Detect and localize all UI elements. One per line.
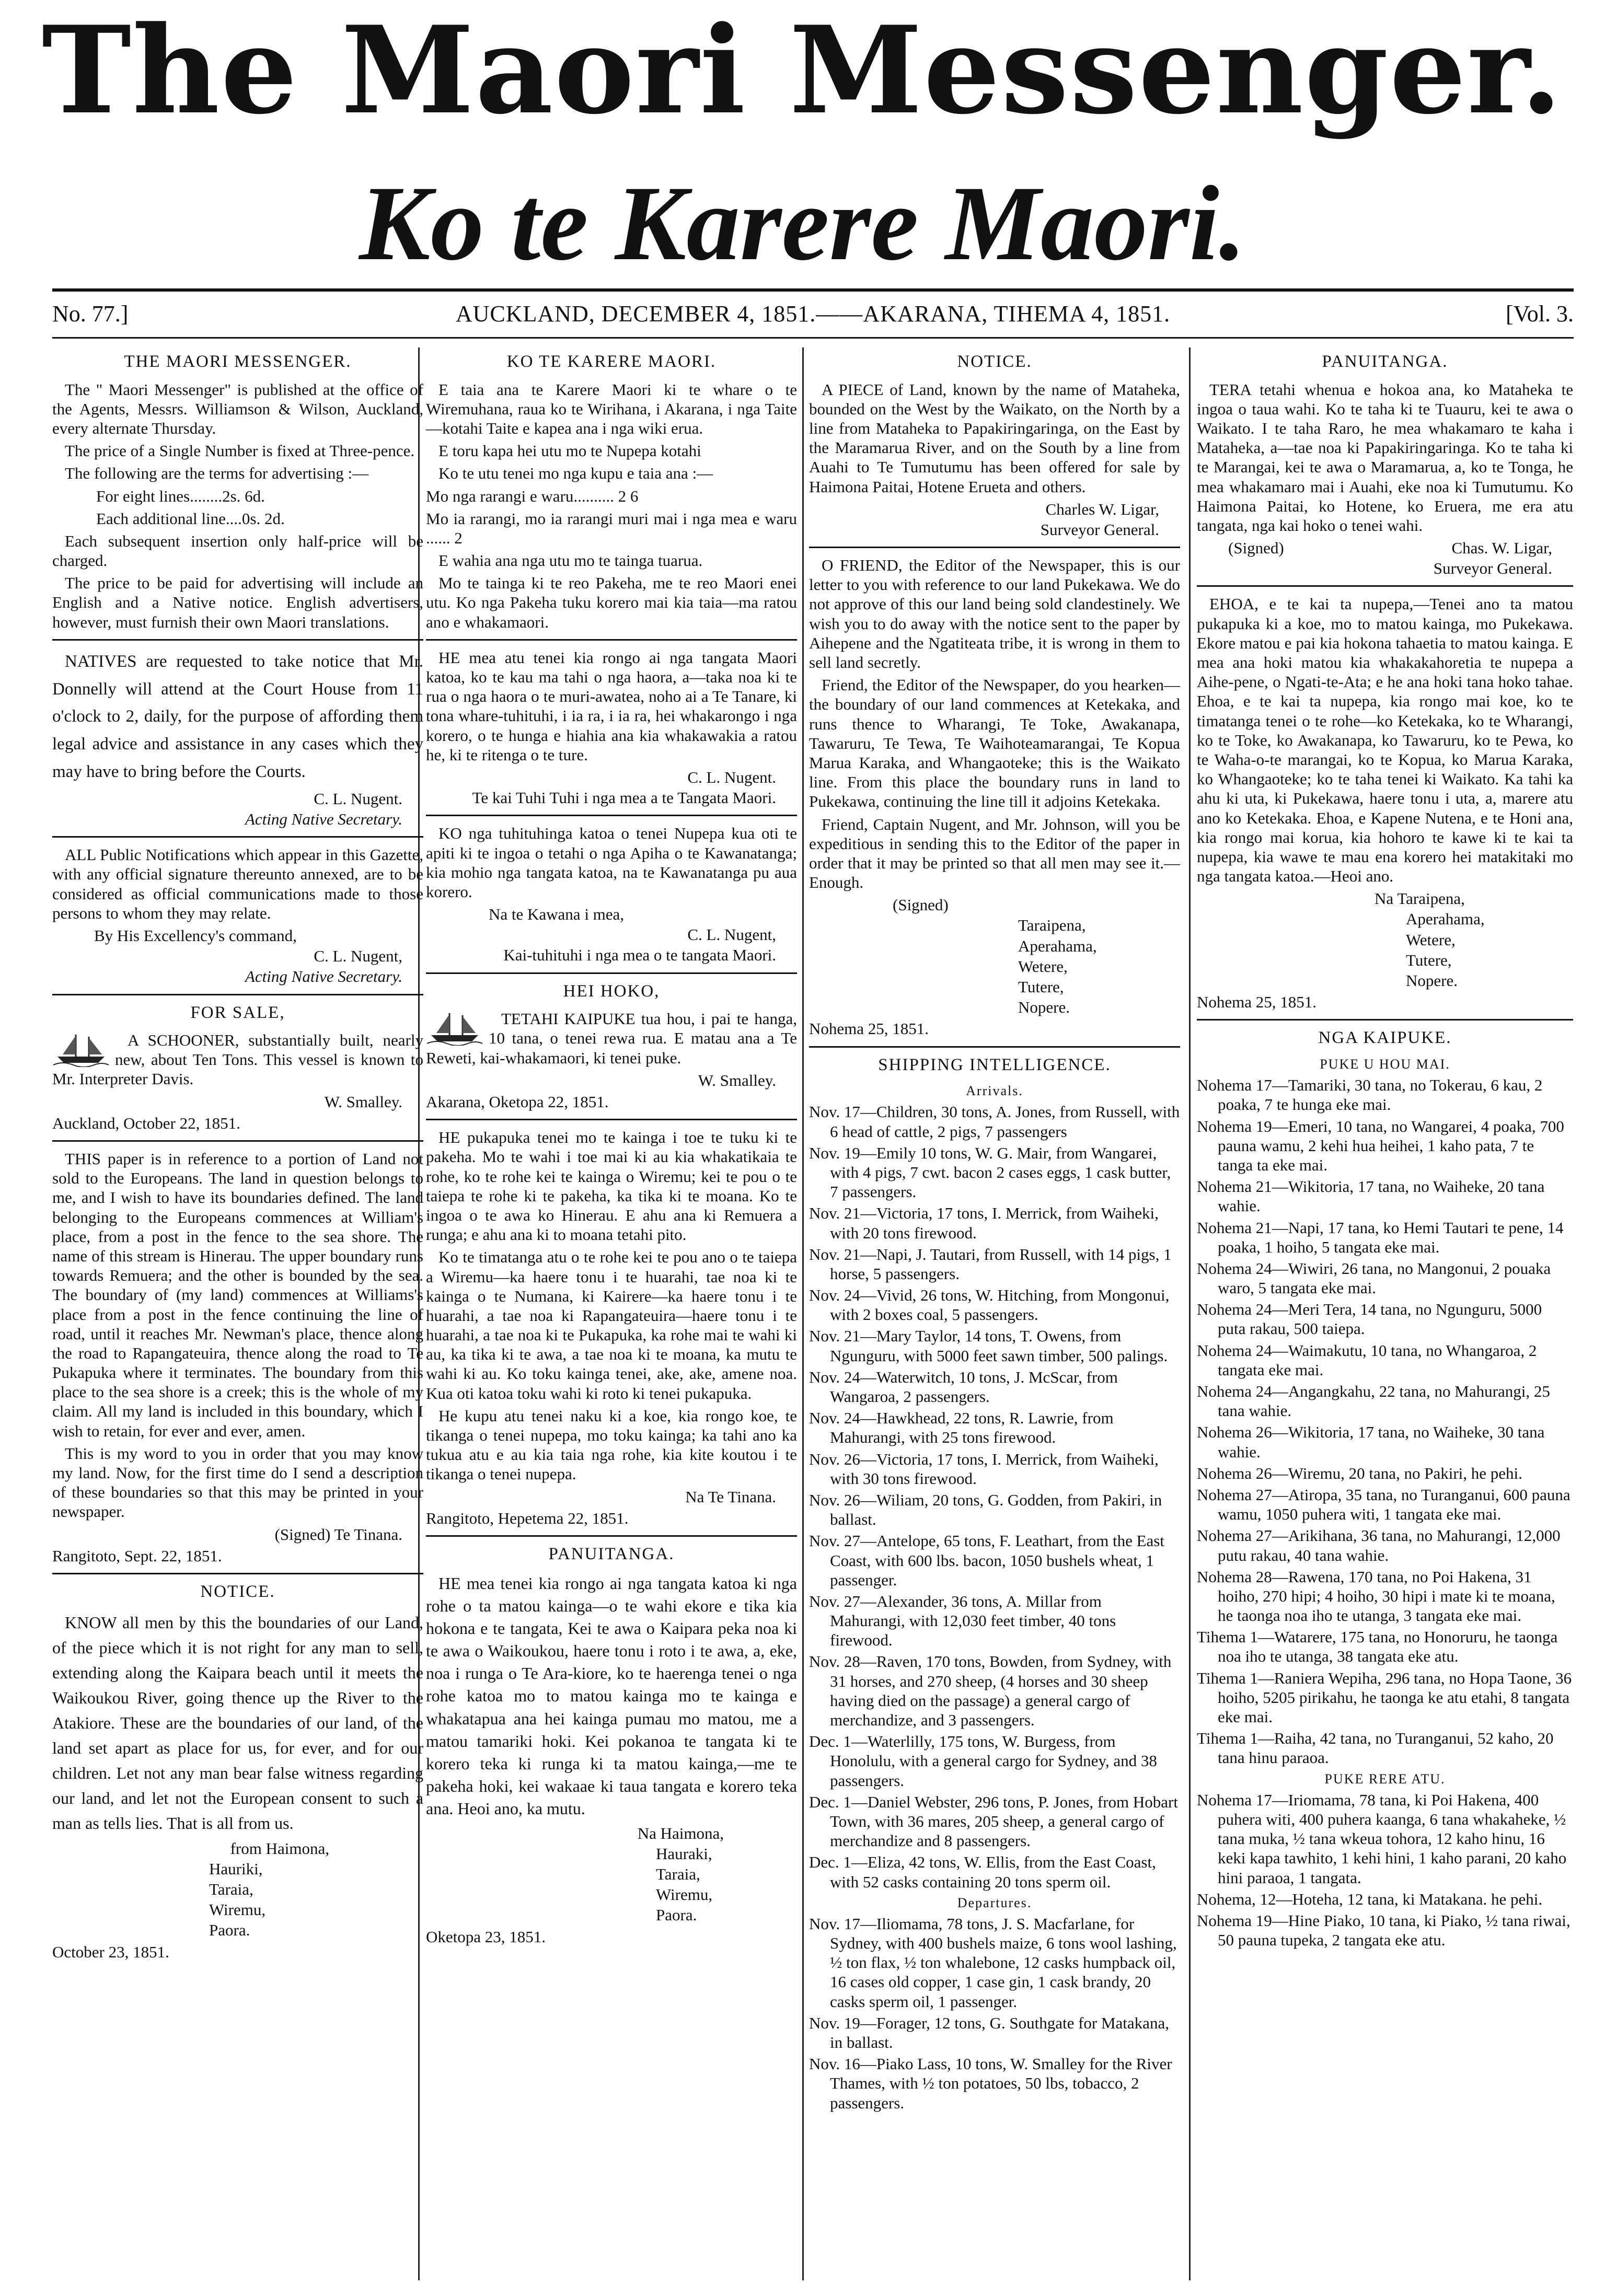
signature: Aperahama, [1406,910,1485,929]
signature: Na Te Tinana. [685,1487,776,1506]
signature: C. L. Nugent, [687,925,776,944]
issue-date: AUCKLAND, DECEMBER 4, 1851.——AKARANA, TIHEMA 4, 1851. [455,301,1171,327]
section-heading: FOR SALE, [190,1003,285,1022]
list-item: Nohema 19—Emeri, 10 tana, no Wangarei, 4 poaka, 700 pauna wamu, 2 kehi hua heihei, 1 kaho pata, 7 te tanga ta eke mai. [1197,1117,1564,1174]
section-heading: NOTICE. [957,352,1032,371]
section-heading: NOTICE. [200,1582,275,1601]
list-item: Nov. 26—Wiliam, 20 tons, G. Godden, from Pakiri, in ballast. [809,1490,1162,1529]
ship-icon [52,1030,110,1067]
section-heading: PANUITANGA. [548,1544,675,1563]
section-heading: THE MAORI MESSENGER. [124,352,352,371]
signature: from Haimona, [230,1839,329,1858]
list-item: Nohema 28—Rawena, 170 tana, no Poi Hakena, 31 hoiho, 270 hipi; 4 hoiho, 30 hipi i mate ki te moana, he taonga noa iho te utanga, 3 tangata eke mai. [1197,1567,1555,1625]
ship-icon [426,1009,483,1046]
signature: Paora. [656,1906,697,1924]
paragraph: E taia ana te Karere Maori ki te whare o te Wiremuhana, raua ko te Wirihana, i Akarana, i nga Taite—kotahi Taite e kapea ana i nga wiki erua. [426,380,797,437]
signature-title: Surveyor General. [1433,559,1552,578]
signature: Chas. W. Ligar, [1451,539,1552,558]
separator [809,547,1180,548]
column-3 [809,347,1180,2286]
date: October 23, 1851. [52,1942,169,1961]
signature: Hauriki, [209,1859,263,1878]
masthead-subtitle: Ko te Karere Maori. [359,164,1246,283]
list-item: Nov. 17—Children, 30 tons, A. Jones, from Russell, with 6 head of cattle, 2 pigs, 7 passengers [809,1103,1180,1141]
date: Rangitoto, Sept. 22, 1851. [52,1546,222,1565]
section-heading: HEI HOKO, [563,981,660,1001]
subsection-heading: Departures. [957,1895,1032,1910]
rate-line: Mo ia rarangi, mo ia rarangi muri mai i nga mea e waru ...... 2 [426,509,797,547]
list-item: Nohema 17—Iriomama, 78 tana, ki Poi Hakena, 400 puhera witi, 400 puhera kaanga, 6 tana whakaheke, ½ tana muka, ½ tana wkeua tohora, 12 kaho hinu, 16 keki kapa tawhito, 1 kehi hini, 1 kaho parani, 20 kaho hini paraoa, 1 tangata. [1197,1790,1567,1887]
notice-text: ALL Public Notifications which appear in this Gazette, with any official signature thereunto annexed, are to be considered as official communications made to those persons to whom they may relate. [52,845,423,922]
arrivals-list [809,1102,1180,1891]
notice-text: O FRIEND, the Editor of the Newspaper, this is our letter to you with reference to our land Pukekawa. We do not approve of this our land being sold clandestinely. We wish you to do away with the notice sent to the paper by Aihepene and the Ngatiteata tribe, it is wrong in them to sell land secretly. [809,556,1180,672]
masthead-title: The Maori Messenger. [41,0,1564,141]
notice-text: Ko te timatanga atu o te rohe kei te pou ano o te taiepa a Wiremu—ka haere tonu i te huarahi, tae noa ki te kainga o te Numana, ki Kairere—ka haere tonu i te huarahi, a tae noa ki Rapangateuira—haere tonu i te huarahi, a tae noa ki te Pukapuka, ka rohe mai te wahi ki au, ka tika ki te awa, a tae noa ki te moana, ka mutu te wahi ki au. Ko toku kainga tenei, ake, ake, amene noa. Kua oti katoa toku wahi ki roto ki tenei pukapuka. [426,1248,797,1402]
dateline-rule [52,337,1574,339]
notice-text: He kupu atu tenei naku ki a koe, kia rongo koe, te tikanga o tenei nupepa, mo toku kainga; ka tahi ano ka tukua atu e au kia taia nga rohe, kia kite koutou i te tikanga o tenei nupepa. [426,1406,797,1483]
separator [426,1535,797,1537]
signature: Wiremu, [656,1885,713,1904]
list-item: Nov. 19—Forager, 12 tons, G. Southgate for Matakana, in ballast. [809,2013,1169,2051]
separator [426,1119,797,1120]
signature: (Signed) [1228,539,1284,558]
notice-text: Friend, the Editor of the Newspaper, do you hearken—the boundary of our land commences at Ketekaka, and runs thence to Wharangi, Te Toke, Awakanapa, Tawaruru, Te Tewa, Te Waihoteamarangai, Te Kopua Marua Karaka, and Whangaoteke; this is the Waikato line. From this place the boundary runs in land to Pukekawa, continuing the line till it adjoins Ketekaka. [809,676,1180,811]
departures-list [809,1914,1180,2113]
list-item: Nohema 27—Arikihana, 36 tana, no Mahurangi, 12,000 putu rakau, 40 tana wahie. [1197,1526,1561,1564]
notice-text: HE mea atu tenei kia rongo ai nga tangata Maori katoa, ko te kau ma tahi o nga haora, a—taka noa ki te rua o nga haora o te muri-awatea, noho ai a Te Tanare, ki tona whare-tuhituhi, i ia ra, i ia ra, hei whakarongo i nga korero, o te hunga e hiahia ana kia whakawakia a ratou he, ki te ritenga o te ture. [426,648,797,764]
list-item: Dec. 1—Waterlilly, 175 tons, W. Burgess, from Honolulu, with a general cargo for Sydney, and 38 passengers. [809,1732,1157,1790]
notice-text: Friend, Captain Nugent, and Mr. Johnson, will you be expeditious in sending this to the Editor of the paper in order that it may be printed so that all men may see it.—Enough. [809,815,1180,892]
signature-line [1197,538,1573,558]
volume-number: [Vol. 3. [1506,301,1574,327]
paragraph: Ko te utu tenei mo nga kupu e taia ana :— [438,464,713,483]
subsection-heading: Arrivals. [966,1083,1023,1099]
notice-text: A SCHOONER, substantially built, nearly new, about Ten Tons. This vessel is known to Mr. Interpreter Davis. [52,1031,423,1088]
signature: Wiremu, [209,1900,266,1919]
separator [52,639,423,641]
date: Oketopa 23, 1851. [426,1927,546,1946]
paragraph: Mo te tainga ki te reo Pakeha, me te reo Maori enei utu. Ko nga Pakeha tuku korero mai kia taia—ma ratou ano e whakamaori. [426,574,797,631]
signature: Taraia, [209,1880,253,1898]
paragraph: The following are the terms for advertising :— [65,464,369,483]
list-item: Nohema 19—Hine Piako, 10 tana, ki Piako, ½ tana riwai, 50 pauna tupeka, 2 tangata eke atu. [1197,1911,1571,1950]
masthead-rule [52,288,1574,292]
paragraph: E wahia ana nga utu mo te tainga tuarua. [438,551,703,570]
list-item: Nov. 26—Victoria, 17 tons, I. Merrick, from Waiheki, with 30 tons firewood. [809,1450,1159,1488]
list-item: Dec. 1—Eliza, 42 tons, W. Ellis, from the East Coast, with 52 casks containing 20 tons sperm oil. [809,1853,1156,1891]
signature: Nopere. [1018,998,1070,1017]
notice-text: THIS paper is in reference to a portion of Land not sold to the Europeans. The land in question belongs to me, and I wish to have its boundaries defined. The land belonging to the Europeans commences at William's place, from a post in the fence to the sea shore. The name of this stream is Hinerau. The upper boundary runs towards Remuera; and the other is bounded by the sea. The boundary of (my land) commences at Williams's place from a post in the fence continuing the line of road, until it reaches Mr. Newman's place, thence along the road to Rapangateuira, thence along the road to Te Pukapuka where it terminates. The boundary from this place to the sea shore is a creek; this is the whole of my claim. All my land is included in this boundary, which I wish to retain, for ever and ever, amen. [52,1150,423,1440]
list-item: Nov. 19—Emily 10 tons, W. G. Mair, from Wangarei, with 4 pigs, 7 cwt. bacon 2 cases eggs, 1 cask butter, 7 passengers. [809,1143,1171,1201]
list-item: Tihema 1—Raniera Wepiha, 296 tana, no Hopa Taone, 36 hoiho, 5205 pirikahu, he taonga ke atu etahi, 8 tangata eke mai. [1197,1668,1572,1726]
list-item: Nov. 24—Waterwitch, 10 tons, J. McScar, from Wangaroa, 2 passengers. [809,1367,1118,1406]
column-1 [52,347,423,2286]
list-item: Nohema 21—Napi, 17 tana, ko Hemi Tautari te pene, 14 poaka, 1 hoiho, 5 tangata eke mai. [1197,1218,1564,1256]
signature: Wetere, [1018,957,1068,976]
signature: W. Smalley. [698,1071,776,1089]
paragraph: The price to be paid for advertising will include an English and a Native notice. English advertisers, however, must furnish their own Maori translations. [52,574,423,631]
signature-title: Surveyor General. [1040,520,1159,539]
separator [1197,1019,1573,1021]
list-item: Nohema 24—Waimakutu, 10 tana, no Whangaroa, 2 tangata eke mai. [1197,1341,1537,1379]
separator [52,836,423,838]
list-item: Tihema 1—Raiha, 42 tana, no Turanganui, 52 kaho, 20 tana hinu paraoa. [1197,1729,1554,1767]
signature-title: Kai-tuhituhi i nga mea o te tangata Maori. [503,946,776,965]
date: Rangitoto, Hepetema 22, 1851. [426,1509,629,1527]
notice-text: HE pukapuka tenei mo te kainga i toe te tuku ki te pakeha. Mo te wahi i toe mai ki au kia whakatikaia te rohe, ko te rohe kei te kainga o Wiremu; kei te pou o te taiepa te rohe ki te pakeha, ka tika ki te moana. Ko te ingoa o te awa ko Hinerau. E ahu ana ki Remuera a runga; e ahu ana ki to moana tetahi pito. [426,1128,797,1244]
notice-text: HE mea tenei kia rongo ai nga tangata katoa ki nga rohe o ta matou kainga—o te wahi ekore e tika kia hokona e te tangata, Kei te awa o Kaipara peka noa ki te awa o Waikoukou, haere tonu i roto i te awa, a, eke, noa i runga o Te Ara-kiore, ko te haerenga tenei o nga rohe katoa mo to matou kainga mo te kainga e whakatapua ana hei kainga pumau mo matou, me a matou tamariki hoki. Kei pokanoa te tangata ki te korero teka ki runga ki ta matou kainga,—me te pakeha hoki, kei wakaae ki taua tangata e korero teka ana. Heoi ano, ka mutu. [426,1573,797,1818]
notice-text: This is my word to you in order that you may know my land. Now, for the first time do I send a description of these boundaries so that this may be printed in your newspaper. [52,1444,423,1521]
signature: Taraipena, [1018,916,1086,935]
list-item: Nohema 24—Angangkahu, 22 tana, no Mahurangi, 25 tana wahie. [1197,1382,1550,1420]
notice-text: A PIECE of Land, known by the name of Mataheka, bounded on the West by the Waikato, on the North by a line from Mataheka to Papakiringaringa, on the East by the Maramarua River, and on the South by a line from Auahi to Te Tumutumu has been offered for sale by Haimona Paitai, Hotene Erueta and others. [809,380,1180,496]
signature-title: Acting Native Secretary. [245,967,402,986]
signature-title: Acting Native Secretary. [245,810,402,829]
subsection-heading: PUKE U HOU MAI. [1320,1057,1450,1072]
list-item: Nohema 21—Wikitoria, 17 tana, no Waiheke, 20 tana wahie. [1197,1177,1545,1215]
list-item: Nohema 17—Tamariki, 30 tana, no Tokerau, 6 kau, 2 poaka, 7 te hunga eke mai. [1197,1076,1543,1114]
signature: By His Excellency's command, [94,926,297,945]
column-4 [1197,347,1573,2286]
paragraph: The " Maori Messenger" is published at the office of the Agents, Messrs. Williamson & Wilson, Auckland, every alternate Thursday. [52,380,423,437]
list-item: Nov. 24—Hawkhead, 22 tons, R. Lawrie, from Mahurangi, with 25 tons firewood. [809,1409,1114,1447]
notice-text: NATIVES are requested to take notice that Mr. Donnelly will attend at the Court House from 11 o'clock to 2, daily, for the purpose of affording them legal advice and assistance in any cases which they may have to bring before the Courts. [52,652,423,782]
separator [426,972,797,974]
separator [426,639,797,641]
list-item: Nov. 16—Piako Lass, 10 tons, W. Smalley for the River Thames, with ½ ton potatoes, 50 lbs, tobacco, 2 passengers. [809,2055,1172,2112]
section-heading: PANUITANGA. [1322,352,1448,371]
departures-list [1197,1790,1573,1950]
signature-title: Te kai Tuhi Tuhi i nga mea a te Tangata Maori. [472,788,776,807]
signature: C. L. Nugent, [314,947,402,966]
signature: Na Taraipena, [1375,889,1465,908]
rate-line: For eight lines........2s. 6d. [96,486,265,505]
separator [52,1573,423,1574]
list-item: Nohema 24—Wiwiri, 26 tana, no Mangonui, 2 pouaka waro, 5 tangata eke mai. [1197,1259,1551,1297]
separator [1197,585,1573,587]
date: Auckland, October 22, 1851. [52,1114,240,1132]
notice-text: TETAHI KAIPUKE tua hou, i pai te hanga, 10 tana, o tenei rewa rua. E matau ana a Te Reweti, kai-whakamaori, ki tenei puke. [426,1010,797,1067]
arrivals-list [1197,1075,1573,1767]
list-item: Nov. 24—Vivid, 26 tons, W. Hitching, from Mongonui, with 2 boxes coal, 5 passengers. [809,1286,1170,1324]
rate-line: Mo nga rarangi e waru.......... 2 6 [426,486,639,505]
list-item: Nov. 28—Raven, 170 tons, Bowden, from Sydney, with 31 horses, and 270 sheep, (4 horses and 30 sheep having died on the passage) a general cargo of merchandize, and 3 passengers. [809,1652,1172,1729]
list-item: Nov. 21—Mary Taylor, 14 tons, T. Owens, from Ngunguru, with 5000 feet sawn timber, 500 palings. [809,1327,1168,1365]
signature: Na Haimona, [637,1824,724,1842]
subsection-heading: PUKE RERE ATU. [1324,1771,1446,1787]
dateline [52,300,1574,332]
date: Nohema 25, 1851. [1197,993,1317,1012]
date: Akarana, Oketopa 22, 1851. [426,1093,609,1111]
signature: C. L. Nugent. [314,789,402,808]
paragraph: The price of a Single Number is fixed at Three-pence. [65,442,415,460]
signature: Na te Kawana i mea, [489,905,625,924]
list-item: Nohema 27—Atiropa, 35 tana, no Turanganui, 600 pauna wamu, 1050 puhera witi, 1 tangata eke mai. [1197,1485,1571,1524]
notice-text: KO nga tuhituhinga katoa o tenei Nupepa kua oti te apiti ki te ingoa o tetahi o nga Apiha o te Kawanatanga; kia mohio nga tangata katoa, na te Kawanatanga pu aua korero. [426,824,797,901]
signature: W. Smalley. [324,1092,402,1111]
list-item: Nov. 27—Alexander, 36 tons, A. Millar from Mahurangi, with 12,030 feet timber, 40 tons firewood. [809,1592,1116,1650]
list-item: Nov. 21—Napi, J. Tautari, from Russell, with 14 pigs, 1 horse, 5 passengers. [809,1245,1172,1283]
signature: Tutere, [1406,950,1452,969]
paragraph: Each subsequent insertion only half-price will be charged. [52,531,423,570]
notice-text: EHOA, e te kai ta nupepa,—Tenei ano ta matou pukapuka ki a koe, mo to matou kainga, mo Pukekawa. Ekore matou e pai kia hokona tahaetia to matou kainga. E mea ana hoki matou kia whakakahoretia te nupepa a Aihe-pene, o Ngati-te-Ata; e he ana hoki tana hoko tahae. Ehoa, e te kai ta nupepa, kia rongo mai koe, ko te timatanga tenei o te rohe—ko Ketekaka, ko te Wharangi, ko te Toke, ko Awakanapa, ko Tawaruru, ko te Pewa, ko te Waha-o-te marangai, ko te Kopua, ko Marua Karaka, ko Whangaoteke; ko te taha tenei ki Waikato. Ka tahi ka ahu ki uta, ki Pukekawa, haere tonu i uta, a, marere atu ano ko Ketekaka. Ehoa, e Kapene Nutena, e te Honi ana, kia rongo mai korua, kia hohoro te kawe ki te kai ta nupepa, kia wawe te mau ena korero hei matakitaki mo nga tangata katoa.—Heoi ano. [1197,595,1573,886]
column-divider [802,347,804,2280]
signature: (Signed) Te Tinana. [274,1525,402,1544]
signature: Nopere. [1406,971,1458,990]
notice-text: TERA tetahi whenua e hokoa ana, ko Mataheka te ingoa o taua wahi. Ko te taha ki te Tuauru, kei te awa o Waikato. I te taha Raro, he mea whakamaro te kaha i Mataheka, a—tae noa ki Papakiringaringa. Ko te taha ki te Marangai, kei te awa o Maramarua, a, ko te Tonga, he mea whakamaro mai i Auahi, eke noa ki Tumutumu. Ko Haimona Paitai, ko Hotene, ko Eruera, me era atu tangata, nga kai hoko o tenei wahi. [1197,380,1573,535]
signature: Wetere, [1406,930,1456,949]
separator [426,815,797,816]
separator [52,994,423,995]
signature: C. L. Nugent. [687,768,776,786]
section-heading: NGA KAIPUKE. [1318,1028,1452,1048]
list-item: Nov. 17—Iliomama, 78 tons, J. S. Macfarlane, for Sydney, with 400 bushels maize, 6 tons wool lashing, ½ ton flax, ½ ton whalebone, 12 casks humpback oil, 16 cases old copper, 1 case gin, 1 cask brandy, 20 casks sperm oil, 1 passenger. [809,1914,1177,2011]
list-item: Nohema 24—Meri Tera, 14 tana, no Ngunguru, 5000 puta rakau, 500 taiepa. [1197,1300,1542,1338]
section-heading: KO TE KARERE MAORI. [506,352,717,371]
signature: Hauraki, [656,1844,712,1863]
column-2 [426,347,797,2286]
signature: Charles W. Ligar, [1045,500,1159,518]
issue-number: No. 77.] [52,301,129,327]
list-item: Nohema, 12—Hoteha, 12 tana, ki Matakana. he pehi. [1197,1889,1543,1908]
list-item: Nohema 26—Wiremu, 20 tana, no Pakiri, he pehi. [1197,1464,1522,1482]
column-divider [1189,347,1191,2280]
paragraph: E toru kapa hei utu mo te Nupepa kotahi [438,442,701,460]
rate-line: Each additional line....0s. 2d. [96,509,285,528]
date: Nohema 25, 1851. [809,1019,929,1038]
signature: Taraia, [656,1864,700,1883]
signature: (Signed) [893,896,949,914]
list-item: Nohema 26—Wikitoria, 17 tana, no Waiheke, 30 tana wahie. [1197,1423,1545,1461]
list-item: Nov. 27—Antelope, 65 tons, F. Leathart, from the East Coast, with 600 lbs. bacon, 1050 bushels wheat, 1 passenger. [809,1532,1164,1589]
list-item: Nov. 21—Victoria, 17 tons, I. Merrick, from Waiheki, with 20 tons firewood. [809,1204,1159,1242]
notice-text: KNOW all men by this the boundaries of our Land, of the piece which it is not right for any man to sell, extending along the Kaipara beach until it meets the Waikoukou River, going thence up the River to the Atakiore. These are the boundaries of our land, of the land set apart as place for us, for ever, and for our children. Let not any man bear false witness regarding our land, and let not the European consent to such a man as tells lies. That is all from us. [52,1613,423,1833]
signature: Aperahama, [1018,936,1097,955]
signature: Tutere, [1018,978,1064,996]
separator [809,1046,1180,1048]
signature: Paora. [209,1921,250,1940]
separator [52,1140,423,1142]
list-item: Dec. 1—Daniel Webster, 296 tons, P. Jones, from Hobart Town, with 36 mares, 205 sheep, a general cargo of merchandize and 8 passengers. [809,1792,1178,1850]
section-heading: SHIPPING INTELLIGENCE. [878,1055,1111,1074]
list-item: Tihema 1—Watarere, 175 tana, no Honoruru, he taonga noa iho te utanga, 38 tangata eke atu. [1197,1628,1558,1666]
